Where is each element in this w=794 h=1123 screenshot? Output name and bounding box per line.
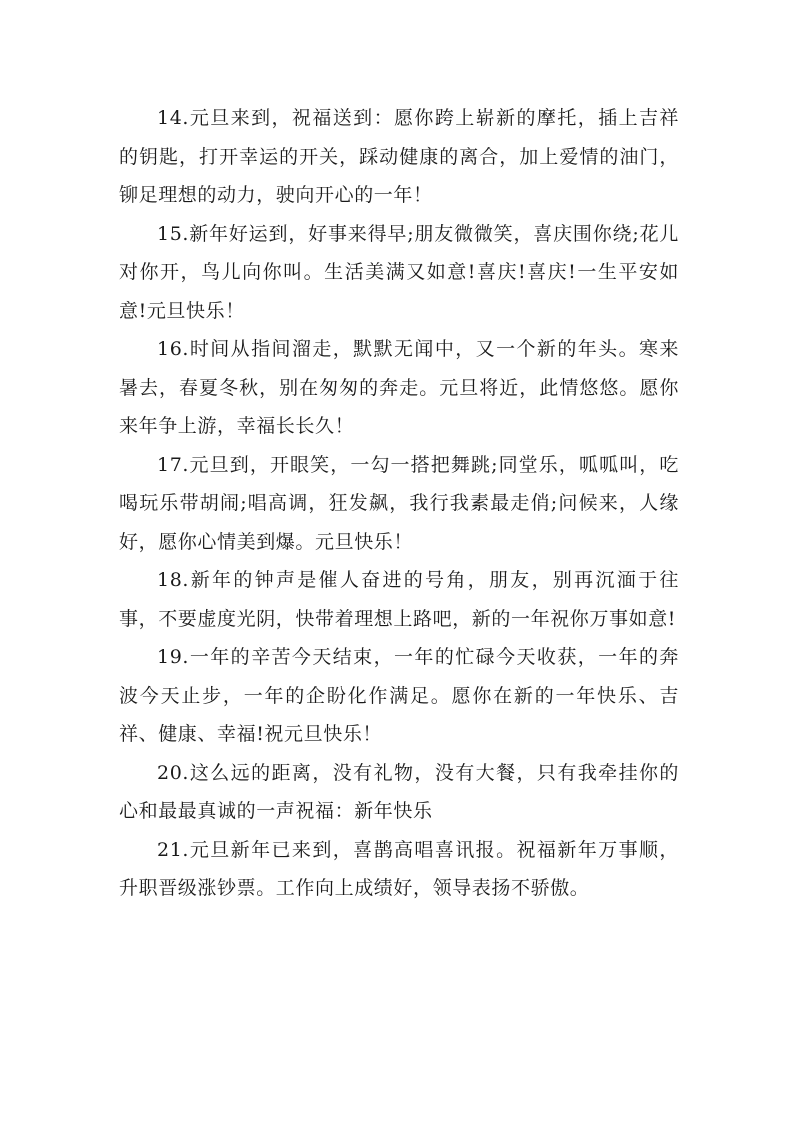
paragraph-number: 20. (157, 761, 190, 784)
paragraph-14 (119, 99, 679, 215)
paragraph-text: 新年的钟声是催人奋进的号角，朋友，别再沉湎于往事，不要虚度光阴，快带着理想上路吧，新的一年祝你万事如意! (119, 569, 679, 630)
paragraph-18 (119, 561, 679, 638)
paragraph-text: 元旦到，开眼笑，一勾一搭把舞跳;同堂乐，呱呱叫，吃喝玩乐带胡闹;唱高调，狂发飙，我行我素最走俏;问候来，人缘好，愿你心情美到爆。元旦快乐！ (119, 453, 679, 553)
paragraph-number: 21. (157, 838, 190, 861)
paragraph-number: 18. (157, 569, 190, 591)
paragraph-text: 时间从指间溜走，默默无闻中，又一个新的年头。寒来暑去，春夏冬秋，别在匆匆的奔走。元旦将近，此情悠悠。愿你来年争上游，幸福长长久！ (119, 338, 679, 437)
paragraph-text: 元旦来到，祝福送到：愿你跨上崭新的摩托，插上吉祥的钥匙，打开幸运的开关，踩动健康的离合，加上爱情的油门，铆足理想的动力，驶向开心的一年！ (119, 107, 679, 206)
paragraph-number: 19. (157, 646, 190, 668)
paragraph-text: 一年的辛苦今天结束，一年的忙碌今天收获，一年的奔波今天止步，一年的企盼化作满足。愿你在新的一年快乐、吉祥、健康、幸福!祝元旦快乐！ (119, 646, 679, 745)
paragraph-15 (119, 215, 679, 331)
document-body (119, 99, 679, 908)
paragraph-number: 14. (157, 107, 190, 129)
paragraph-17 (119, 446, 679, 562)
paragraph-19 (119, 638, 679, 754)
paragraph-number: 15. (157, 222, 190, 245)
paragraph-text: 这么远的距离，没有礼物，没有大餐，只有我牵挂你的心和最最真诚的一声祝福：新年快乐 (119, 761, 679, 822)
paragraph-20 (119, 754, 679, 831)
paragraph-text: 新年好运到，好事来得早;朋友微微笑，喜庆围你绕;花儿对你开，鸟儿向你叫。生活美满又如意!喜庆!喜庆!一生平安如意!元旦快乐！ (119, 222, 679, 322)
paragraph-number: 17. (157, 453, 190, 476)
paragraph-21 (119, 831, 679, 908)
paragraph-16 (119, 330, 679, 446)
paragraph-number: 16. (157, 338, 190, 360)
paragraph-text: 元旦新年已来到，喜鹊高唱喜讯报。祝福新年万事顺，升职晋级涨钞票。工作向上成绩好，领导表扬不骄傲。 (119, 838, 679, 899)
